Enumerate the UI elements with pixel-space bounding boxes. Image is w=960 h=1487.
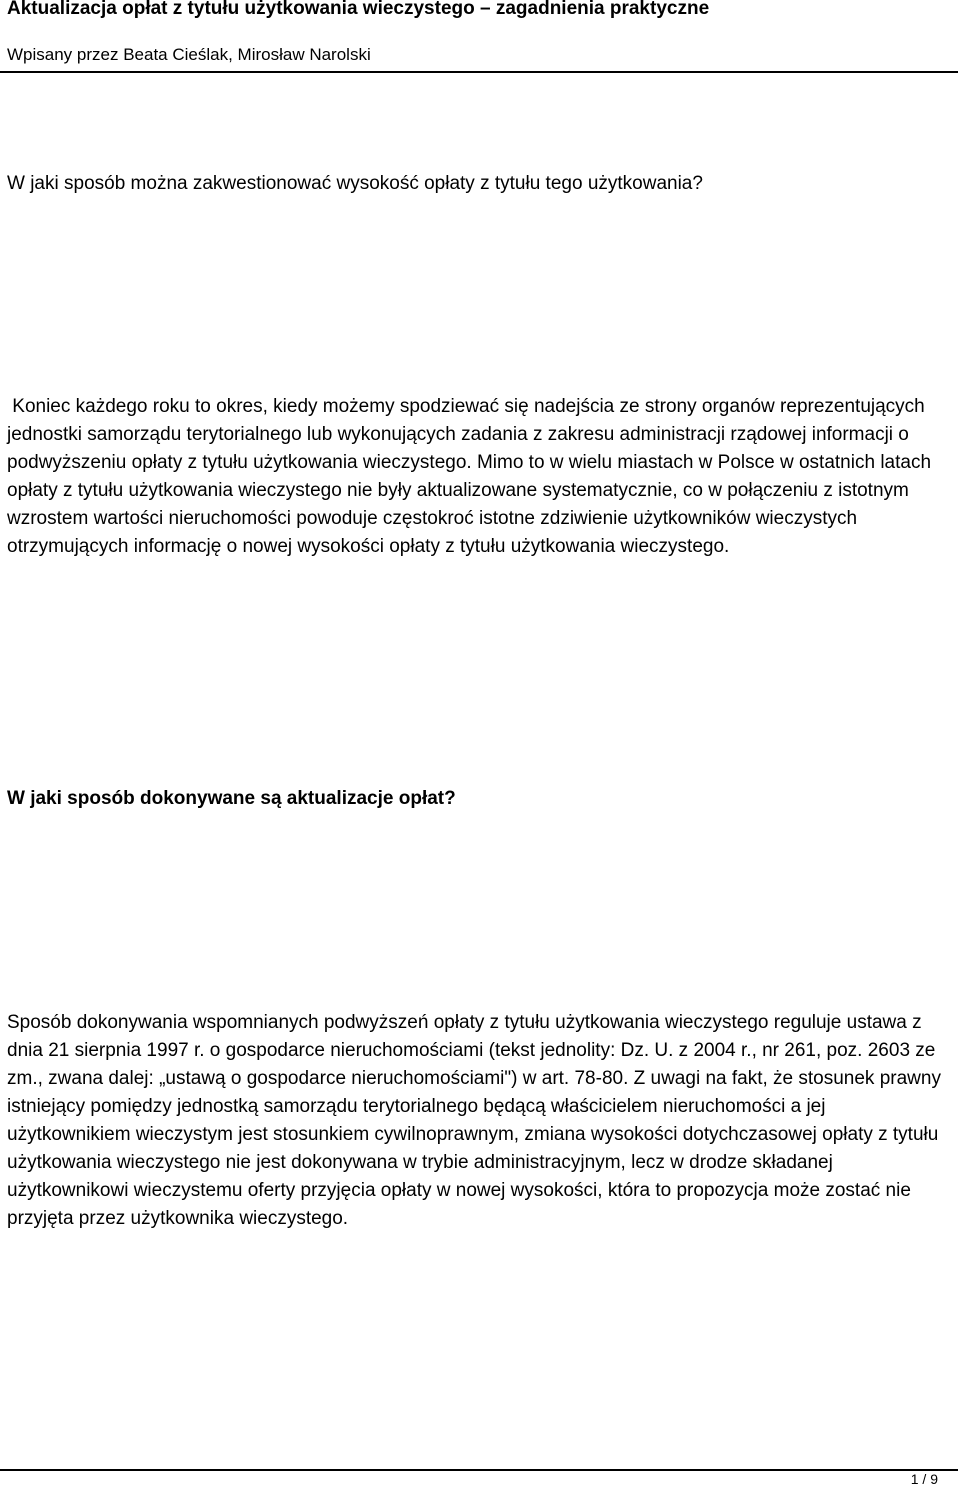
author-line: Wpisany przez Beata Cieślak, Mirosław Narolski — [7, 45, 371, 64]
footer-divider — [0, 1469, 958, 1471]
header-divider — [0, 71, 958, 73]
page-number: 1 / 9 — [910, 1471, 938, 1487]
document-title: Aktualizacja opłat z tytułu użytkowania wieczystego – zagadnienia praktyczne — [7, 0, 710, 19]
question-heading: W jaki sposób można zakwestionować wysokość opłaty z tytułu tego użytkowania? — [7, 173, 703, 194]
section-heading: W jaki sposób dokonywane są aktualizacje opłat? — [7, 788, 456, 809]
body-paragraph: Sposób dokonywania wspomnianych podwyższeń opłaty z tytułu użytkowania wieczystego reguluje ustawa z dnia 21 sierpnia 1997 r. o gospodarce nieruchomościami (tekst jednolity: Dz. U. z 2004 r., nr 261, poz. 2603 ze zm., zwana dalej: „ustawą o gospodarce nieruchomościami") w art. 78-80. Z uwagi na fakt, że stosunek prawny istniejący pomiędzy jednostką samorządu terytorialnego będącą właścicielem nieruchomości a jej użytkownikiem wieczystym jest stosunkiem cywilnoprawnym, zmiana wysokości dotychczasowej opłaty z tytułu użytkowania wieczystego nie jest dokonywana w trybie administracyjnym, lecz w drodze składanej użytkownikowi wieczystemu oferty przyjęcia opłaty w nowej wysokości, która to propozycja może zostać nie przyjęta przez użytkownika wieczystego. — [7, 1012, 941, 1229]
intro-paragraph: Koniec każdego roku to okres, kiedy możemy spodziewać się nadejścia ze strony organów reprezentujących jednostki samorządu terytorialnego lub wykonujących zadania z zakresu administracji rządowej informacji o podwyższeniu opłaty z tytułu użytkowania wieczystego. Mimo to w wielu miastach w Polsce w ostatnich latach opłaty z tytułu użytkowania wieczystego nie były aktualizowane systematycznie, co w połączeniu z istotnym wzrostem wartości nieruchomości powoduje częstokroć istotne zdziwienie użytkowników wieczystych otrzymujących informację o nowej wysokości opłaty z tytułu użytkowania wieczystego. — [7, 396, 937, 557]
